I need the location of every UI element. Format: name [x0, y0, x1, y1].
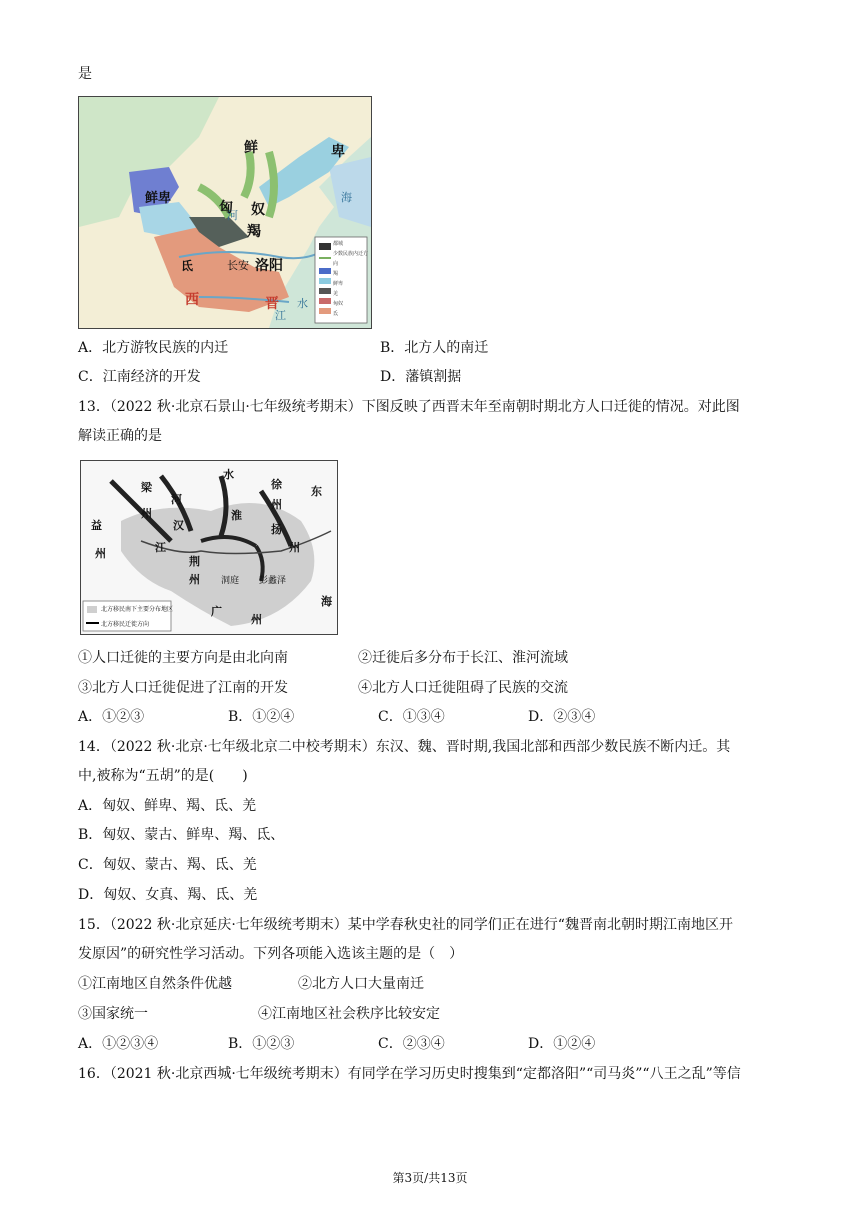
q13-legend-area: 北方移民南下主要分布地区 [101, 606, 174, 613]
map-label-nu: 奴 [251, 202, 265, 218]
q13-label-poyang: 彭蠡泽 [259, 576, 287, 586]
map-label-jie: 羯 [247, 224, 261, 240]
map-label-xian: 鲜 [244, 140, 258, 156]
q13-label-jing: 荆 [189, 555, 200, 568]
q16-stem-line1: 16．（2021 秋·北京西城·七年级统考期末）有同学在学习历史时搜集到“定都洛阳”“司马炎”“八王之乱”等信 [78, 1066, 741, 1082]
q12-option-c[interactable]: C．江南经济的开发 [78, 369, 201, 385]
q15-option-c[interactable]: C．②③④ [378, 1036, 445, 1052]
q13-label-xu: 徐 [271, 478, 282, 491]
map-label-xiong: 匈 [219, 200, 233, 216]
q13-label-zhou6: 州 [251, 613, 262, 626]
map-label-luoyang: 洛阳 [255, 258, 283, 274]
q14-stem-line1: 14．（2022 秋·北京·七年级北京二中校考期末）东汉、魏、晋时期,我国北部和西部少数民族不断内迁。其 [78, 739, 731, 755]
q13-migration-map [80, 460, 338, 635]
map-label-river-jiang: 江 [275, 309, 286, 322]
map-label-bei: 卑 [331, 144, 345, 160]
map-label-changan: 长安 [227, 259, 249, 272]
q14-option-c[interactable]: C．匈奴、蒙古、羯、氐、羌 [78, 857, 257, 873]
q13-label-he: 河 [171, 493, 182, 506]
q13-option-b[interactable]: B．①②④ [228, 709, 295, 725]
q15-statement-1: ①江南地区自然条件优越 [78, 976, 232, 992]
q13-statement-4: ④北方人口迁徙阻碍了民族的交流 [358, 680, 568, 696]
q13-statement-3: ③北方人口迁徙促进了江南的开发 [78, 680, 288, 696]
q12-option-b[interactable]: B．北方人的南迁 [380, 340, 489, 356]
q13-label-zhou4: 州 [95, 547, 106, 560]
q14-option-d[interactable]: D．匈奴、女真、羯、氐、羌 [78, 887, 258, 903]
q12-option-d[interactable]: D．藩镇割据 [380, 369, 462, 385]
q13-label-zhou1: 州 [141, 507, 152, 520]
q13-label-hai: 海 [321, 595, 332, 608]
q14-option-a[interactable]: A．匈奴、鲜卑、羯、氐、羌 [78, 798, 257, 814]
q13-statement-2: ②迁徙后多分布于长江、淮河流域 [358, 650, 568, 666]
map-label-xi: 西 [185, 292, 199, 308]
q15-option-b[interactable]: B．①②③ [228, 1036, 295, 1052]
q13-legend-direction: 北方移民迁徙方向 [101, 621, 150, 628]
q13-label-yi: 益 [91, 519, 102, 532]
q14-option-b[interactable]: B．匈奴、蒙古、鲜卑、羯、氐、 [78, 827, 285, 843]
q12-stem-tail: 是 [78, 66, 92, 82]
q15-statement-2: ②北方人口大量南迁 [298, 976, 424, 992]
map-label-sea: 海 [341, 191, 352, 204]
map-label-xianbei: 鲜卑 [145, 191, 172, 206]
q13-label-yang: 扬 [271, 523, 282, 536]
q14-stem-line2: 中,被称为“五胡”的是( ) [78, 768, 248, 784]
q13-stem-line1: 13．（2022 秋·北京石景山·七年级统考期末）下图反映了西晋末年至南朝时期北方人口迁徙的情况。对此图 [78, 399, 740, 415]
q12-option-a[interactable]: A．北方游牧民族的内迁 [78, 340, 229, 356]
q13-label-guang: 广 [211, 605, 222, 618]
q15-stem-line1: 15．（2022 秋·北京延庆·七年级统考期末）某中学春秋史社的同学们正在进行“魏晋南北朝时期江南地区开 [78, 917, 733, 933]
q15-statement-3: ③国家统一 [78, 1006, 148, 1022]
q13-label-jiang: 江 [155, 541, 166, 554]
q15-option-d[interactable]: D．①②④ [528, 1036, 596, 1052]
q13-label-dong: 东 [311, 485, 322, 498]
q15-stem-line2: 发原因”的研究性学习活动。下列各项能入选该主题的是（ ） [78, 946, 464, 962]
q13-label-han: 汉 [173, 519, 184, 532]
q13-option-a[interactable]: A．①②③ [78, 709, 145, 725]
q13-label-zhou2: 州 [271, 498, 282, 511]
q13-stem-line2: 解读正确的是 [78, 428, 162, 444]
q12-migration-map [78, 96, 372, 329]
q13-label-huai: 淮 [231, 509, 242, 522]
q13-label-shui: 水 [223, 468, 234, 481]
q12-map-legend: 都城 少数民族内迁方向 羯 鲜卑 羌 匈奴 氐 [333, 241, 369, 317]
map-label-di: 氐 [181, 259, 194, 273]
map-label-river-he: 河 [227, 209, 238, 222]
q13-label-zhou5: 州 [189, 573, 200, 586]
page-footer: 第3页/共13页 [392, 1171, 468, 1185]
map-label-jin: 晋 [265, 296, 279, 312]
q13-label-liang: 梁 [141, 481, 152, 494]
q13-option-c[interactable]: C．①③④ [378, 709, 445, 725]
q13-option-d[interactable]: D．②③④ [528, 709, 596, 725]
q15-option-a[interactable]: A．①②③④ [78, 1036, 159, 1052]
map-label-river-shui: 水 [297, 297, 308, 310]
q13-label-zhou3: 州 [289, 541, 300, 554]
q13-statement-1: ①人口迁徙的主要方向是由北向南 [78, 650, 288, 666]
q15-statement-4: ④江南地区社会秩序比较安定 [258, 1006, 440, 1022]
q13-label-dongting: 洞庭 [221, 576, 240, 586]
